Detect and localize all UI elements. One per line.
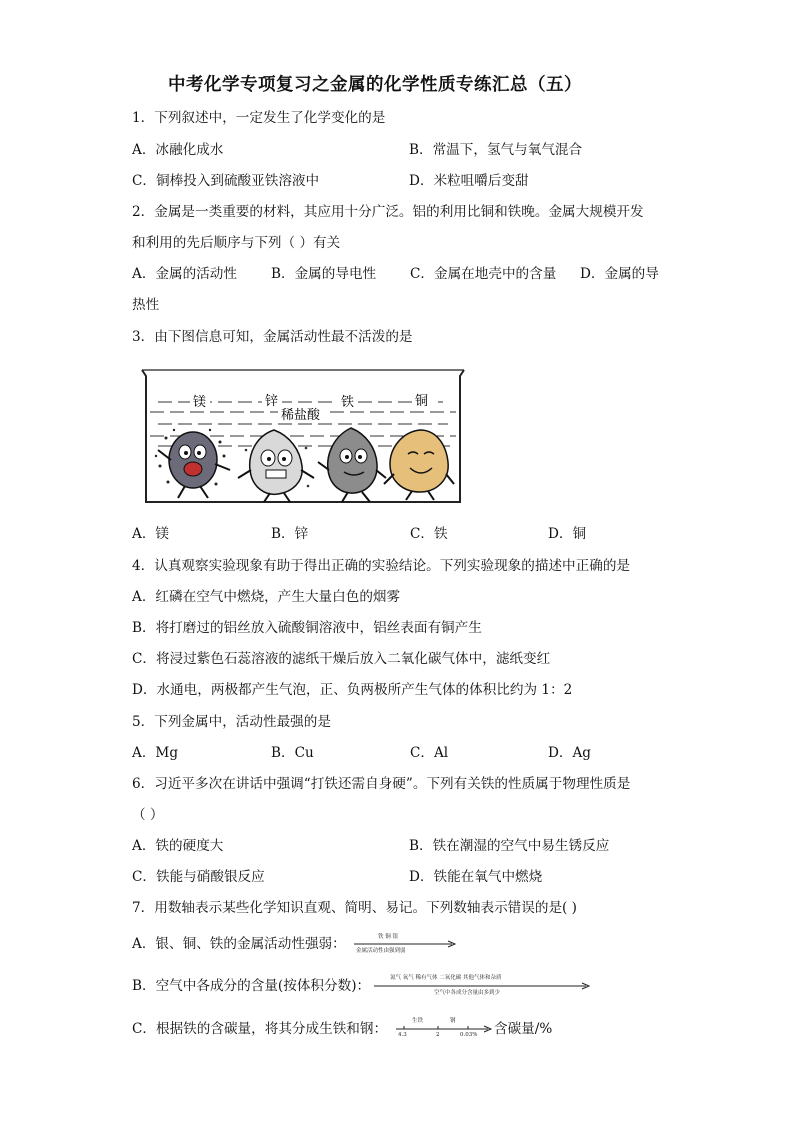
question-3-option-c: C．铁 xyxy=(410,526,448,542)
option-c-label-pig-iron: 生铁 xyxy=(412,1018,424,1024)
question-5-option-a: A．Mg xyxy=(132,745,179,761)
zinc-character xyxy=(238,430,314,502)
question-6-option-c: C．铁能与硝酸银反应 xyxy=(132,869,265,885)
option-b-axis-top: 氮气 氧气 稀有气体 二氧化碳 其他气体和杂质 xyxy=(390,975,502,981)
option-c-label-steel: 钢 xyxy=(450,1018,456,1024)
option-a-number-line xyxy=(352,932,458,954)
option-b-number-line xyxy=(372,973,592,997)
question-4-option-d: D．水通电，两极都产生气泡，正、负两极所产生气体的体积比约为 1：2 xyxy=(132,682,573,698)
question-3-option-a: A．镁 xyxy=(132,526,170,542)
question-3-option-d: D．铜 xyxy=(548,526,587,542)
question-1-option-c: C．铜棒投入到硫酸亚铁溶液中 xyxy=(132,173,320,189)
figure-label-zn: 锌 xyxy=(265,394,279,409)
option-c-axis-unit: 含碳量/% xyxy=(494,1021,553,1037)
figure-label-acid: 稀盐酸 xyxy=(281,408,321,423)
question-5-option-d: D．Ag xyxy=(548,745,592,761)
question-5-option-b: B．Cu xyxy=(271,745,314,761)
question-2-option-a: A．金属的活动性 xyxy=(132,266,237,282)
option-b-axis-bottom: 空气中各成分含量由多到少 xyxy=(434,990,501,996)
question-3-option-b: B．锌 xyxy=(271,526,309,542)
question-4-option-a: A．红磷在空气中燃烧，产生大量白色的烟雾 xyxy=(132,589,401,605)
question-7-stem: 7．用数轴表示某些化学知识直观、简明、易记。下列数轴表示错误的是( ) xyxy=(132,900,577,916)
option-c-tick-2: 2 xyxy=(436,1032,440,1038)
question-1-option-d: D．米粒咀嚼后变甜 xyxy=(409,173,529,189)
question-4-option-b: B．将打磨过的铝丝放入硫酸铜溶液中，铝丝表面有铜产生 xyxy=(132,620,482,636)
page-title: 中考化学专项复习之金属的化学性质专练汇总（五） xyxy=(168,75,582,95)
question-6-stem-line1: 6．习近平多次在讲话中强调“打铁还需自身硬”。下列有关铁的性质属于物理性质是 xyxy=(132,776,631,792)
question-6-stem-line2: （ ） xyxy=(132,807,164,823)
question-5-option-c: C．Al xyxy=(410,745,449,761)
question-2-option-d: D．金属的导 xyxy=(580,266,659,282)
question-4-stem: 4．认真观察实验现象有助于得出正确的实验结论。下列实验现象的描述中正确的是 xyxy=(132,558,631,574)
question-2-option-c: C．金属在地壳中的含量 xyxy=(410,266,557,282)
question-7-option-b: B．空气中各成分的含量(按体积分数)： xyxy=(132,978,371,994)
beaker-figure xyxy=(138,366,468,508)
copper-character xyxy=(384,430,454,500)
figure-label-cu: 铜 xyxy=(415,394,429,409)
option-c-number-line xyxy=(394,1016,492,1040)
figure-label-fe: 铁 xyxy=(341,395,355,410)
magnesium-character xyxy=(155,429,230,498)
question-6-option-d: D．铁能在氧气中燃烧 xyxy=(409,869,543,885)
question-7-option-a: A．银、铜、铁的金属活动性强弱： xyxy=(132,936,346,952)
option-a-axis-bottom: 金属活动性由强到弱 xyxy=(356,948,406,954)
question-2-option-b: B．金属的导电性 xyxy=(271,266,377,282)
question-2-stem-line1: 2．金属是一类重要的材料，其应用十分广泛。铝的利用比铜和铁晚。金属大规模开发 xyxy=(132,204,644,220)
option-c-tick-4-3: 4.3 xyxy=(398,1032,407,1038)
option-c-tick-0-03: 0.03% xyxy=(460,1032,478,1038)
question-2-option-d-cont: 热性 xyxy=(132,297,160,313)
question-2-stem-line2: 和利用的先后顺序与下列（ ）有关 xyxy=(132,235,341,251)
option-a-axis-top: 铁 铜 银 xyxy=(378,934,398,940)
question-4-option-c: C．将浸过紫色石蕊溶液的滤纸干燥后放入二氧化碳气体中，滤纸变红 xyxy=(132,651,551,667)
question-5-stem: 5．下列金属中，活动性最强的是 xyxy=(132,714,331,730)
iron-character xyxy=(318,428,386,502)
question-3-stem: 3．由下图信息可知，金属活动性最不活泼的是 xyxy=(132,329,413,345)
question-6-option-b: B．铁在潮湿的空气中易生锈反应 xyxy=(409,838,610,854)
question-1-stem: 1．下列叙述中，一定发生了化学变化的是 xyxy=(132,110,386,126)
question-1-option-a: A．冰融化成水 xyxy=(132,142,224,158)
question-1-option-b: B．常温下，氢气与氧气混合 xyxy=(409,142,583,158)
question-7-option-c: C．根据铁的含碳量，将其分成生铁和钢： xyxy=(132,1021,388,1037)
figure-label-mg: 镁 xyxy=(193,395,207,410)
question-6-option-a: A．铁的硬度大 xyxy=(132,838,224,854)
